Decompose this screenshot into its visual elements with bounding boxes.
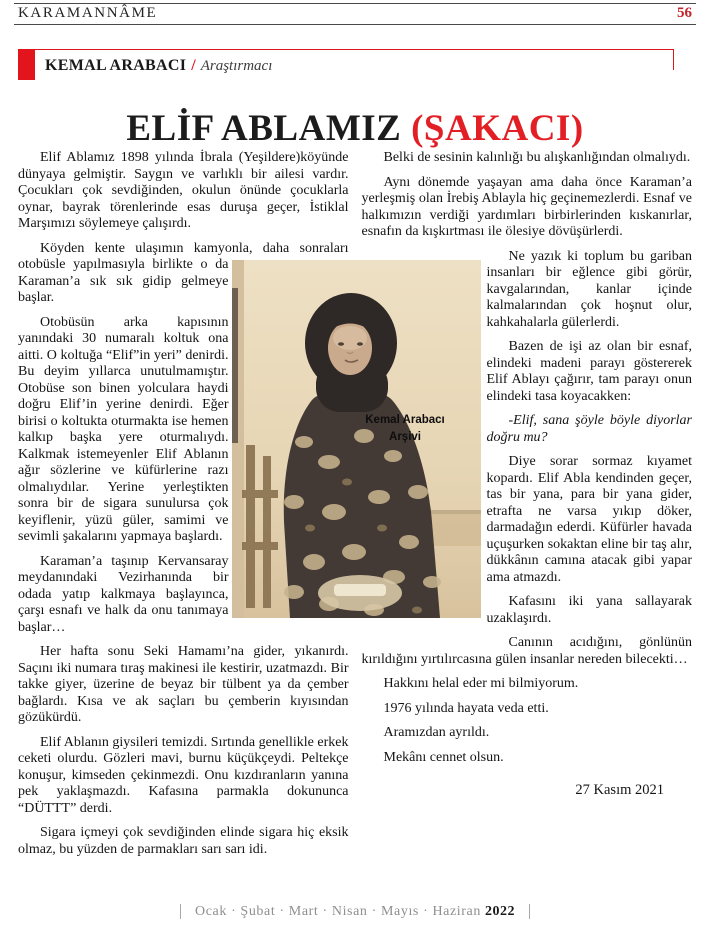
paragraph: Kafasını iki yana sallayarak uzaklaşırdı. <box>486 594 692 626</box>
quote-paragraph: -Elif, sana şöyle böyle diyorlar doğru mu? <box>486 413 692 445</box>
paragraph: Bazen de işi az olan bir esnaf, elindeki madeni parayı göstererek Elif Ablayı çağırır, tam parayı onun elindeki tasa koyacakken: <box>486 339 692 404</box>
paragraph: Ne yazık ki toplum bu gariban insanları bir eğlence gibi görür, kavgalarından, kanlar içinde kalmalarından çok hoşnut olur, kahkahalarla gülerlerdi. <box>486 248 692 330</box>
paragraph: Belki de sesinin kalınlığı bu alışkanlığından olmalıydı. <box>383 150 691 165</box>
article-title-highlight: (ŞAKACI) <box>411 107 584 149</box>
author-name: KEMAL ARABACI <box>45 57 187 74</box>
article-title <box>0 107 710 150</box>
magazine-title: KARAMANNÂME <box>18 5 158 21</box>
page-footer <box>0 902 710 920</box>
header-rule-bottom <box>14 24 696 25</box>
footer-left-bar <box>180 904 181 919</box>
photo-illustration <box>232 260 481 618</box>
page-number: 56 <box>677 5 692 21</box>
paragraph: Aramızdan ayrıldı. <box>383 725 490 740</box>
footer-right-bar <box>529 904 530 919</box>
photo-credit-line2: Arşivi <box>389 431 421 443</box>
paragraph: 1976 yılında hayata veda etti. <box>383 700 549 716</box>
paragraph: Elif Ablamız 1898 yılında İbrala (Yeşildere)köyünde dünyaya gelmiştir. Saygın ve varlıklı bir ailesi vardır. Çocukları çok sevdiğinden, okulun önünde çocuklarla oynar, bayrak törenlerinde esas duruşa geçer, İstiklal Marşımızı söylemeye çalışırdı. <box>18 150 349 231</box>
paragraph: Hakkını helal eder mi bilmiyorum. <box>383 676 579 691</box>
elif-abla-photo <box>232 260 481 618</box>
page-header <box>18 5 692 22</box>
author-line <box>45 57 272 75</box>
article-title-main: ELİF ABLAMIZ <box>126 107 402 149</box>
paragraph: Diye sorar sormaz kıyamet kopardı. Elif Abla kendinden geçer, tas bir yana, para bir yana gider, etrafta ne varsa yıkıp döker, darmadağın ederdi. Küfürler havada uçuşurken sokaktan eline bir taş alır, dükkânın camına atacak gibi yapar ama atmazdı. <box>486 454 692 585</box>
author-role: Araştırmacı <box>200 58 273 74</box>
red-accent-block <box>18 49 35 80</box>
footer-year: 2022 <box>484 904 515 919</box>
paragraph: Karaman’a taşınıp Kervansaray meydanındaki Vezirhanında bir odada yatıp kalkmaya başlayınca, çarşı esnafı ve halk da onu tanımaya başlar… <box>18 553 229 635</box>
paragraph: Sigara içmeyi çok sevdiğinden elinde sigara hiç eksik olmaz, bu yüzden de parmakları sarı sarı idi. <box>18 825 349 857</box>
footer-months: Ocak · Şubat · Mart · Nisan · Mayıs · Haziran <box>195 904 481 919</box>
article-date: 27 Kasım 2021 <box>575 782 664 798</box>
photo-credit-line1: Kemal Arabacı <box>365 414 445 426</box>
header-rule-top <box>14 3 696 4</box>
paragraph: Otobüsün arka kapısının yanındaki 30 numaralı koltuk ona aitti. O koltuğa “Elif”in yeri” denirdi. Bu deyim yıllarca unutulmamıştır. Otobüse son binen yolculara haydi doğru Elif’in yerine denirdi. Eğer birisi o koltukta oturmakta ise hemen kalkıp başka yere oturmalıydı. Kalkmak istemeyenler Elif Ablanın ağır sözlerine ve küfürlerine razı olmalıydılar. Yerine yerleştikten sonra bir de sigara sunulursa çok keyiflenir, yüzü güler, samimi ve sevimli şakalarını yapmaya başlardı. <box>18 314 229 544</box>
paragraph: Aynı dönemde yaşayan ama daha önce Karaman’a yerleşmiş olan İrebiş Ablayla hiç geçinemezlerdi. Esnaf ve halkımızın verdiği yardımları birbirlerinden kıskanırlar, esnafın da kışkırtması ile ölesiye dövüşürlerdi. <box>361 174 692 239</box>
paragraph: Her hafta sonu Seki Hamamı’na gider, yıkanırdı. Saçını iki numara tıraş makinesi ile kestirir, uzatmazdı. Bir takke giyer, üzerine de beyaz bir tülbent ya da çember bağlardı. Kısa ve ak saçları bu çemberin kıyısından gözükürdü. <box>18 644 349 725</box>
paragraph: Mekânı cennet olsun. <box>383 749 504 765</box>
paragraph: Canının acıdığını, gönlünün kırıldığını yırtılırcasına gülen insanlar nereden bilecekti… <box>361 635 692 667</box>
author-strip <box>18 48 674 82</box>
author-separator: / <box>191 57 196 74</box>
paragraph: Elif Ablanın giysileri temizdi. Sırtında genellikle erkek ceketi olurdu. Gözleri mavi, burnu küçükçeydi. Peltekçe konuşur, kimseden çekinmezdi. Onu kızdıranların yanına pek yaklaşmazdı. Kafasına parmakla dokununca “DÜTTT” derdi. <box>18 734 349 816</box>
paragraph: Köyden kente ulaşımın kamyonla, daha sonraları otobüsle yapılmasıyla birlikte o da Karaman’a sık sık gidip gelmeye başlar. <box>18 240 349 305</box>
